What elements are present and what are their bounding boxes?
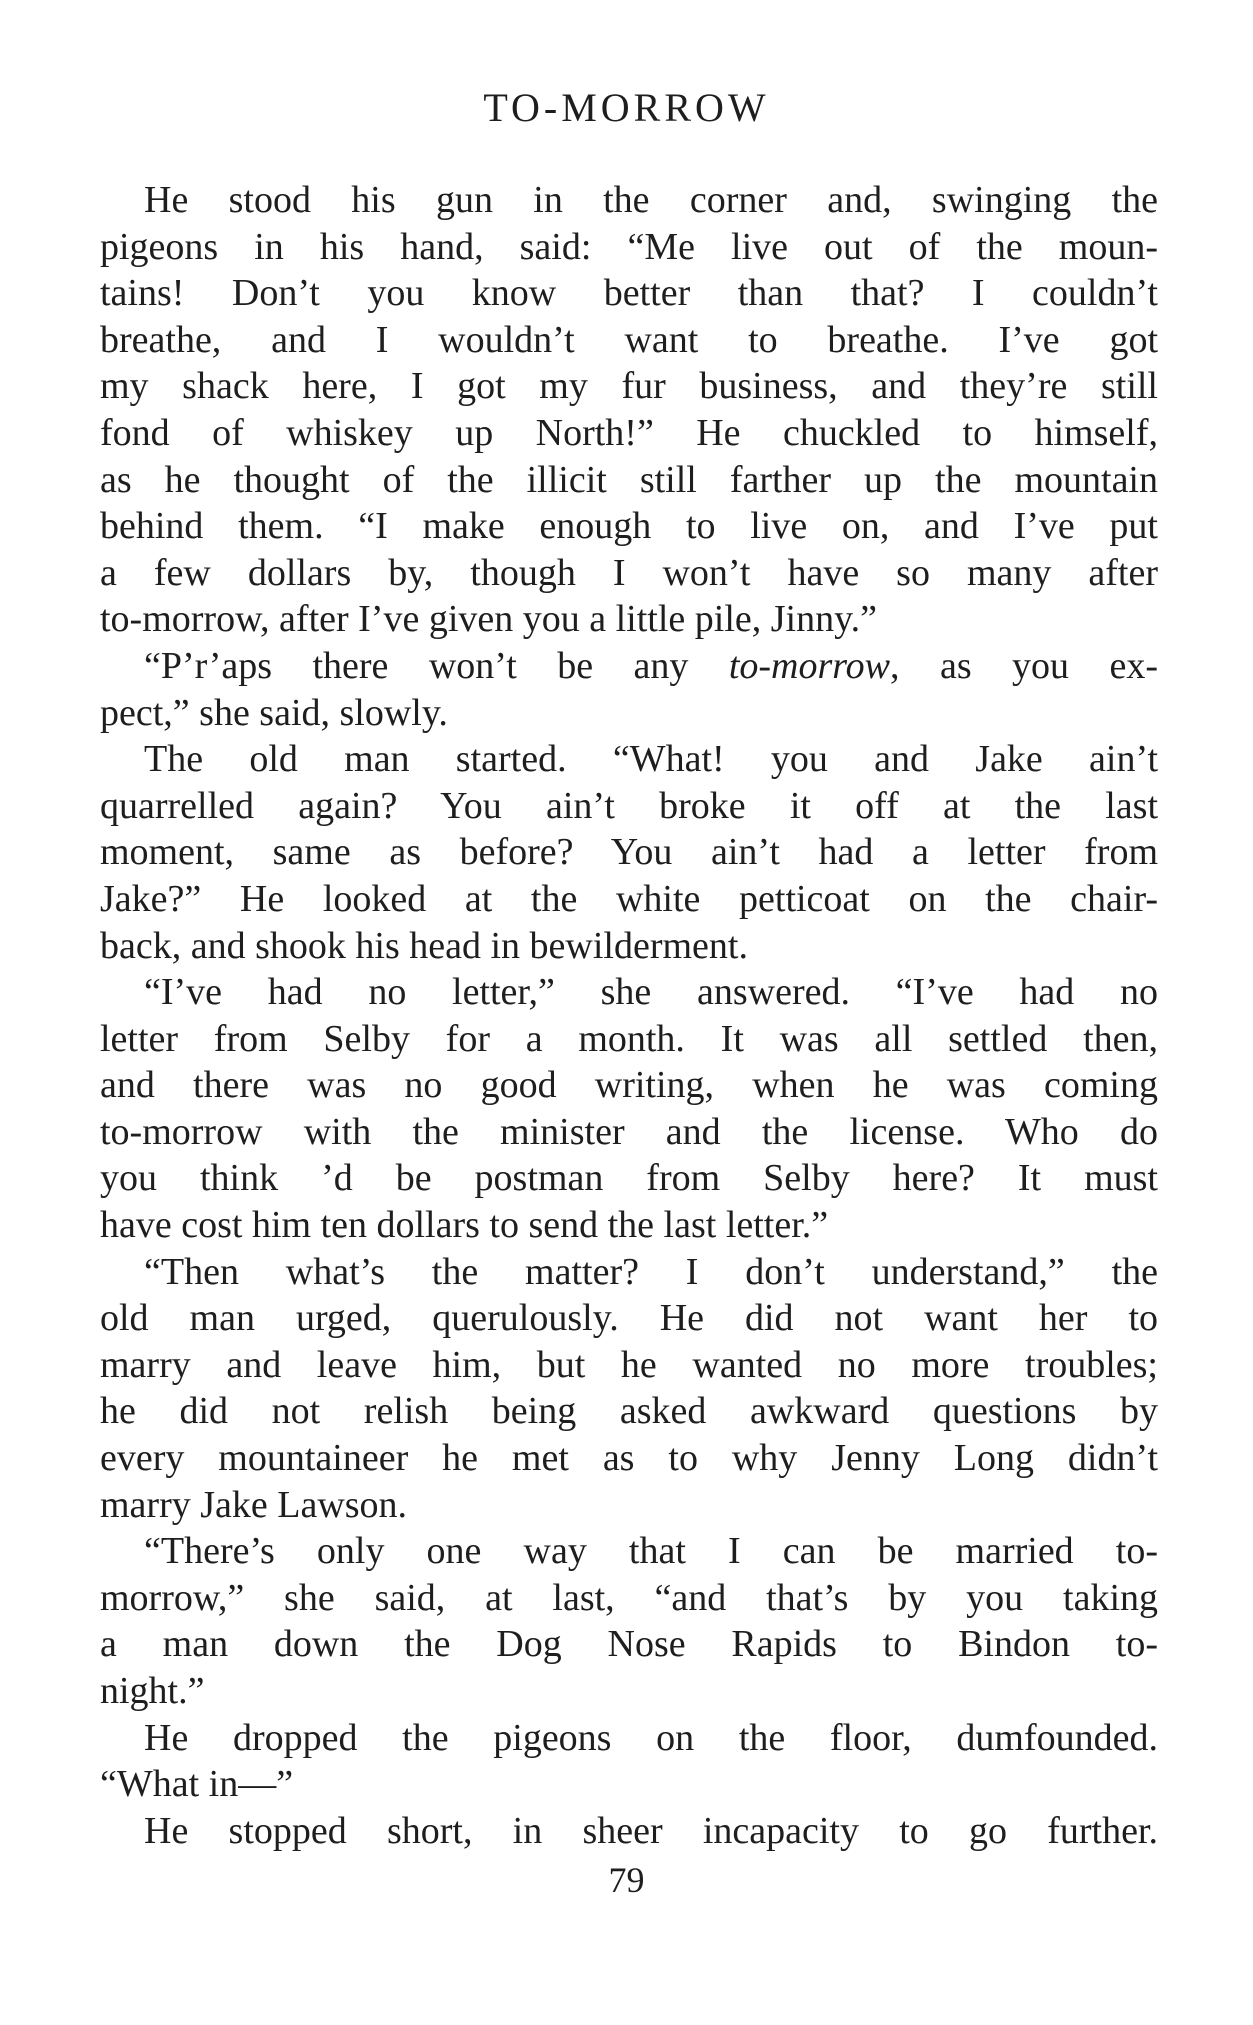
text-line: The old man started. “What! you and Jake ain’t [144, 738, 1158, 781]
text-line: morrow,” she said, at last, “and that’s by you taking [100, 1576, 1158, 1619]
text-line: back, and shook his head in bewilderment. [100, 924, 748, 967]
text-line: marry Jake Lawson. [100, 1483, 408, 1526]
text-line: he did not relish being asked awkward questions by [100, 1390, 1158, 1433]
text-line: as he thought of the illicit still farther up the mountain [100, 458, 1158, 501]
text-line: “Then what’s the matter? I don’t understand,” the [144, 1250, 1158, 1293]
text-line: letter from Selby for a month. It was all settled then, [100, 1017, 1158, 1060]
text-line: to-morrow, after I’ve given you a little pile, Jinny.” [100, 598, 877, 641]
text-line: my shack here, I got my fur business, and they’re still [100, 365, 1158, 408]
text-line: “I’ve had no letter,” she answered. “I’ve had no [144, 971, 1158, 1014]
text-line: He dropped the pigeons on the floor, dumfounded. [144, 1716, 1158, 1759]
text-line: Jake?” He looked at the white petticoat on the chair- [100, 877, 1158, 920]
text-line: quarrelled again? You ain’t broke it off at the last [100, 784, 1158, 827]
text-line: to-morrow with the minister and the license. Who do [100, 1110, 1158, 1153]
text-line: old man urged, querulously. He did not want her to [100, 1297, 1158, 1340]
text-line: breathe, and I wouldn’t want to breathe. I’ve got [100, 318, 1158, 361]
running-head: TO-MORROW [483, 85, 770, 130]
text-line: moment, same as before? You ain’t had a letter from [100, 831, 1158, 874]
page-number: 79 [608, 1860, 645, 1900]
text-line: pigeons in his hand, said: “Me live out of the moun- [100, 225, 1158, 268]
text-line: have cost him ten dollars to send the last letter.” [100, 1204, 829, 1247]
text-line: “P’r’aps there won’t be any to-morrow, as you ex- [144, 644, 1158, 687]
text-line: a man down the Dog Nose Rapids to Bindon to- [100, 1623, 1158, 1666]
text-line: pect,” she said, slowly. [100, 691, 448, 734]
text-line: “What in—” [100, 1763, 294, 1806]
body-text [100, 177, 1158, 1854]
text-line: you think ’d be postman from Selby here? It must [100, 1157, 1158, 1200]
text-line: every mountaineer he met as to why Jenny Long didn’t [100, 1437, 1158, 1480]
text-line: tains! Don’t you know better than that? I couldn’t [100, 272, 1158, 315]
text-line: He stopped short, in sheer incapacity to go further. [144, 1809, 1158, 1852]
text-line: He stood his gun in the corner and, swinging the [144, 179, 1158, 221]
text-line: and there was no good writing, when he was coming [100, 1064, 1158, 1107]
text-line: marry and leave him, but he wanted no more troubles; [100, 1343, 1158, 1386]
text-line: “There’s only one way that I can be married to- [144, 1530, 1158, 1573]
text-line: a few dollars by, though I won’t have so many after [100, 551, 1158, 594]
text-line: night.” [100, 1670, 205, 1712]
text-line: fond of whiskey up North!” He chuckled to himself, [100, 411, 1158, 454]
text-line: behind them. “I make enough to live on, and I’ve put [100, 505, 1158, 548]
